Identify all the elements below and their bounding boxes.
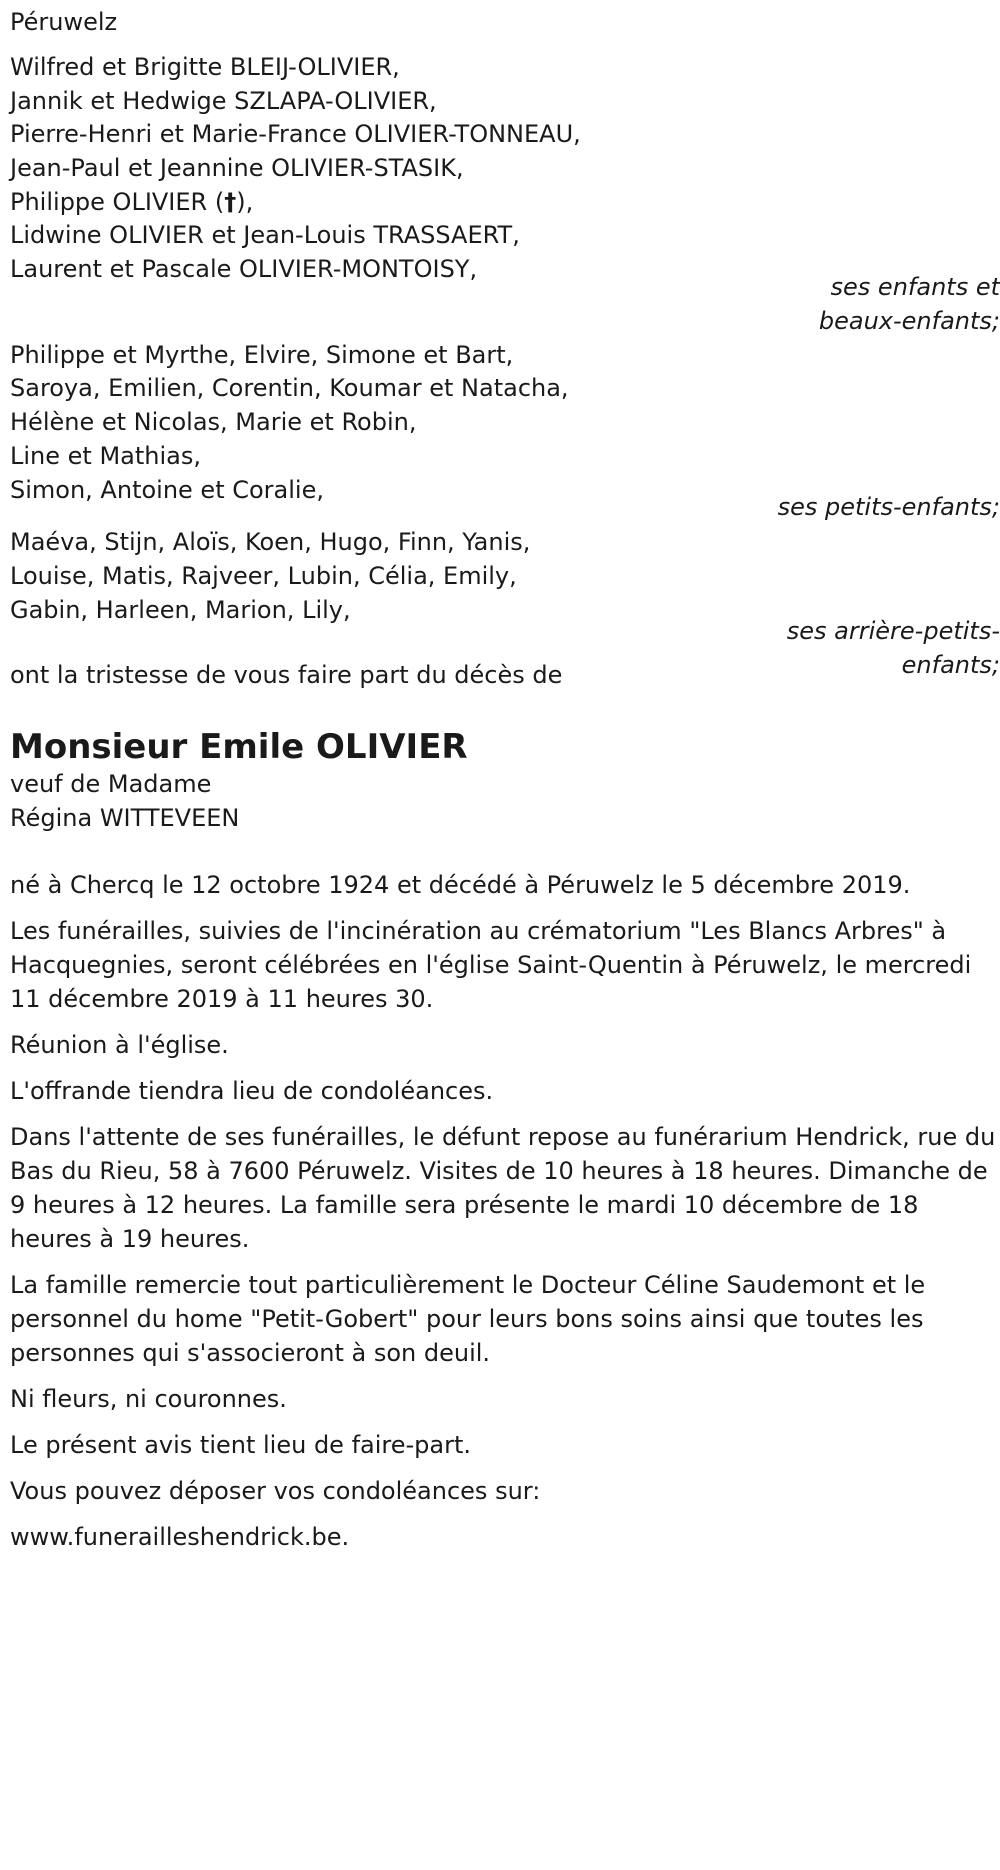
great-grandchildren-note-line: ses arrière-petits-: [786, 617, 1000, 645]
list-item: Line et Mathias,: [10, 442, 201, 470]
town-name: Péruwelz: [10, 8, 118, 36]
grandchildren-note: ses petits-enfants;: [777, 493, 1000, 521]
list-item: Louise, Matis, Rajveer, Lubin, Célia, Emily,: [10, 562, 517, 590]
great-grandchildren-note: [787, 614, 1000, 682]
children-note-line: beaux-enfants;: [818, 307, 1000, 335]
list-item: Wilfred et Brigitte BLEIJ-OLIVIER,: [10, 53, 400, 81]
great-grandchildren-list: [10, 526, 530, 627]
funerarium-paragraph: Dans l'attente de ses funérailles, le défunt repose au funérarium Hendrick, rue du Bas du Rieu, 58 à 7600 Péruwelz. Visites de 10 heures à 18 heures. Dimanche de 9 heures à 12 heures. La famille sera présente le mardi 10 décembre de 18 heures à 19 heures.: [10, 1123, 996, 1253]
announcement-text: ont la tristesse de vous faire part du décès de: [10, 661, 563, 689]
list-item: [10, 185, 581, 219]
list-item: Simon, Antoine et Coralie,: [10, 476, 324, 504]
condolences-paragraph: Vous pouvez déposer vos condoléances sur:: [10, 1477, 541, 1505]
list-item: Philippe et Myrthe, Elvire, Simone et Bart,: [10, 341, 514, 369]
list-item-text: Philippe OLIVIER (: [10, 188, 225, 216]
list-item: Jannik et Hedwige SZLAPA-OLIVIER,: [10, 87, 437, 115]
widower-line: veuf de Madame: [10, 770, 212, 798]
children-list: [10, 50, 581, 286]
deceased-name: Monsieur Emile OLIVIER: [10, 727, 468, 767]
list-item-suffix: ),: [236, 188, 254, 216]
grandchildren-list: [10, 338, 569, 507]
list-item: Gabin, Harleen, Marion, Lily,: [10, 596, 351, 624]
list-item: Hélène et Nicolas, Marie et Robin,: [10, 408, 417, 436]
offering-paragraph: L'offrande tiendra lieu de condoléances.: [10, 1077, 494, 1105]
birth-death-paragraph: né à Chercq le 12 octobre 1924 et décédé à Péruwelz le 5 décembre 2019.: [10, 871, 911, 899]
list-item: Lidwine OLIVIER et Jean-Louis TRASSAERT,: [10, 221, 520, 249]
widower-spouse-line: Régina WITTEVEEN: [10, 804, 240, 832]
flowers-paragraph: Ni fleurs, ni couronnes.: [10, 1385, 287, 1413]
great-grandchildren-note-line: enfants;: [901, 651, 1000, 679]
list-item: Saroya, Emilien, Corentin, Koumar et Natacha,: [10, 374, 569, 402]
list-item: Pierre-Henri et Marie-France OLIVIER-TONNEAU,: [10, 120, 581, 148]
thanks-paragraph: La famille remercie tout particulièrement le Docteur Céline Saudemont et le personnel du home "Petit-Gobert" pour leurs bons soins ainsi que toutes les personnes qui s'associeront à son deuil.: [10, 1271, 926, 1367]
list-item: Jean-Paul et Jeannine OLIVIER-STASIK,: [10, 154, 464, 182]
meeting-paragraph: Réunion à l'église.: [10, 1031, 229, 1059]
cross-icon: †: [224, 188, 237, 216]
list-item: Laurent et Pascale OLIVIER-MONTOISY,: [10, 255, 478, 283]
children-note: [819, 270, 1000, 338]
funeral-paragraph: Les funérailles, suivies de l'incinération au crématorium "Les Blancs Arbres" à Hacquegnies, seront célébrées en l'église Saint-Quentin à Péruwelz, le mercredi 11 décembre 2019 à 11 heures 30.: [10, 917, 972, 1013]
notice-paragraph: Le présent avis tient lieu de faire-part.: [10, 1431, 472, 1459]
list-item: Maéva, Stijn, Aloïs, Koen, Hugo, Finn, Yanis,: [10, 528, 531, 556]
notice-body: [10, 868, 1000, 1554]
children-note-line: ses enfants et: [830, 273, 1000, 301]
website-link[interactable]: www.funerailleshendrick.be.: [10, 1523, 350, 1551]
